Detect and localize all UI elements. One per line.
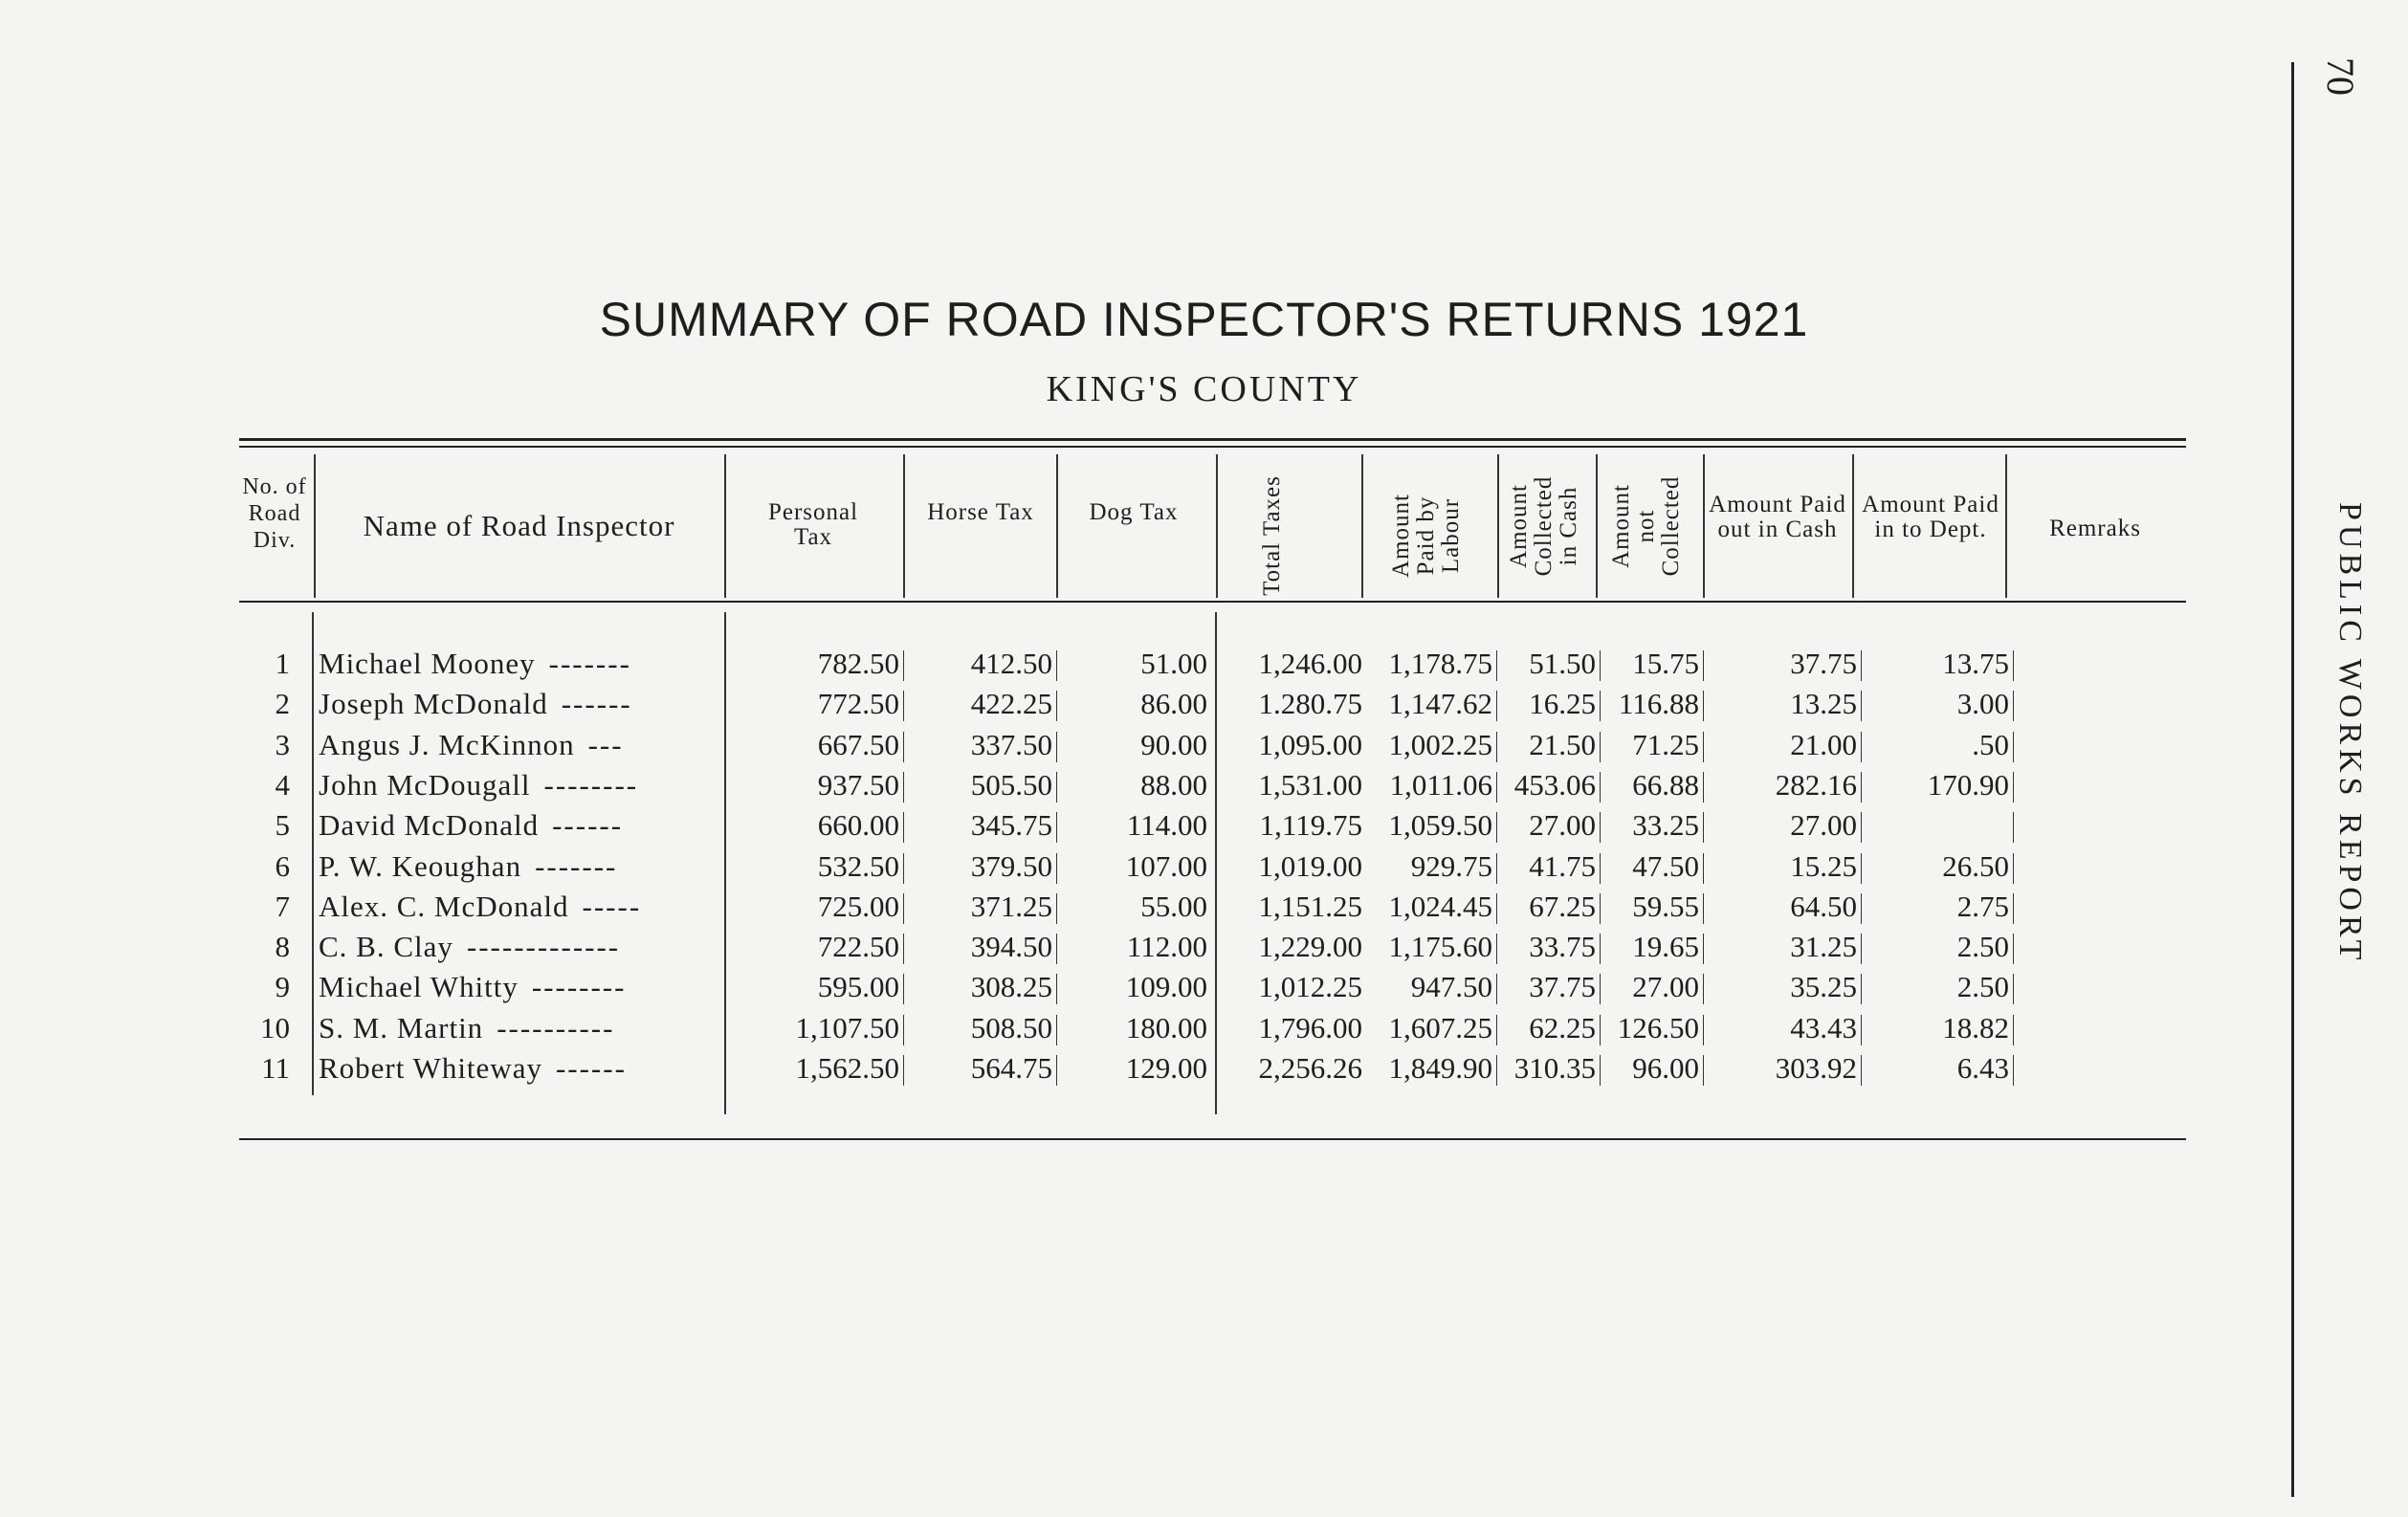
cell-paidout: 13.25 [1790, 687, 1857, 721]
cell-total: 1,229.00 [1258, 930, 1362, 964]
cell-personal: 1,107.50 [795, 1010, 899, 1044]
row-divider [1861, 691, 1862, 721]
cell-name [319, 890, 641, 924]
cell-notcollected: 27.00 [1632, 970, 1699, 1004]
row-divider [1861, 934, 1862, 964]
cell-div: 4 [275, 767, 290, 802]
row-divider [1861, 893, 1862, 924]
col-header-personal: Personal Tax [767, 499, 859, 550]
cell-dog: 88.00 [1140, 767, 1207, 802]
row-divider [903, 934, 904, 964]
cell-name [319, 930, 620, 964]
cell-paidin: 3.00 [1956, 687, 2009, 721]
page-subtitle: KING'S COUNTY [1046, 369, 1362, 409]
table-bottom-rule [239, 1138, 2186, 1140]
cell-dog: 55.00 [1140, 889, 1207, 923]
cell-paidin: 18.82 [1942, 1010, 2009, 1044]
cell-paidin: 2.75 [1956, 889, 2009, 923]
cell-div: 8 [275, 930, 290, 964]
row-divider [1056, 853, 1057, 884]
cell-total: 1,151.25 [1258, 889, 1362, 923]
cell-collected: 62.25 [1529, 1010, 1596, 1044]
row-divider [903, 853, 904, 884]
cell-div: 9 [275, 970, 290, 1004]
cell-dog: 109.00 [1125, 970, 1207, 1004]
cell-div: 11 [261, 1051, 290, 1085]
row-divider [1496, 650, 1497, 681]
cell-notcollected: 33.25 [1632, 808, 1699, 843]
row-divider [1703, 974, 1704, 1004]
cell-labour: 1,175.60 [1388, 930, 1492, 964]
row-divider [1496, 691, 1497, 721]
row-divider [2013, 650, 2014, 681]
row-divider [1600, 772, 1601, 802]
leader-dots: ------ [555, 1051, 627, 1085]
inspector-name: S. M. Martin [319, 1010, 484, 1044]
cell-name [319, 970, 626, 1004]
row-divider [1861, 1055, 1862, 1086]
row-divider [1496, 893, 1497, 924]
cell-paidin: 13.75 [1942, 647, 2009, 680]
row-divider [1861, 1015, 1862, 1045]
cell-name [319, 687, 632, 721]
cell-collected: 27.00 [1529, 808, 1596, 843]
cell-paidin: 26.50 [1942, 848, 2009, 883]
cell-div: 5 [275, 808, 290, 843]
cell-name [319, 768, 638, 802]
table-row [0, 849, 2408, 890]
col-header-total: Total Taxes [1259, 475, 1285, 596]
cell-labour: 1,024.45 [1388, 889, 1492, 923]
cell-dog: 112.00 [1126, 930, 1207, 964]
row-divider [1600, 853, 1601, 884]
cell-notcollected: 71.25 [1632, 727, 1699, 761]
row-divider [1496, 974, 1497, 1004]
cell-labour: 1,178.75 [1388, 647, 1492, 680]
row-divider [1600, 812, 1601, 843]
row-divider [2013, 853, 2014, 884]
header-bottom-rule [239, 601, 2186, 603]
cell-paidout: 31.25 [1790, 930, 1857, 964]
inspector-name: C. B. Clay [319, 930, 453, 964]
cell-div: 10 [260, 1010, 290, 1044]
page-title: SUMMARY OF ROAD INSPECTOR'S RETURNS 1921 [599, 293, 1809, 346]
row-divider [1600, 974, 1601, 1004]
row-divider [1703, 772, 1704, 802]
cell-name [319, 1011, 614, 1045]
cell-div: 2 [275, 687, 290, 721]
leader-dots: ----- [582, 889, 642, 923]
cell-labour: 929.75 [1410, 848, 1492, 883]
cell-dog: 107.00 [1125, 848, 1207, 883]
table-row [0, 930, 2408, 970]
leader-dots: ---------- [497, 1010, 615, 1044]
header-divider [724, 454, 726, 598]
cell-notcollected: 116.88 [1618, 687, 1699, 721]
cell-collected: 51.50 [1529, 647, 1596, 680]
cell-total: 1,796.00 [1258, 1010, 1362, 1044]
row-divider [1600, 650, 1601, 681]
cell-horse: 412.50 [970, 647, 1052, 680]
col-header-collected: Amount Collected in Cash [1506, 475, 1581, 577]
col-header-div: No. of Road Div. [242, 474, 307, 553]
cell-name [319, 647, 631, 681]
row-divider [903, 772, 904, 802]
row-divider [1600, 732, 1601, 762]
cell-collected: 21.50 [1529, 727, 1596, 761]
row-divider [1861, 974, 1862, 1004]
cell-personal: 937.50 [817, 767, 899, 802]
row-divider [2013, 691, 2014, 721]
cell-paidout: 282.16 [1775, 767, 1857, 802]
cell-paidout: 303.92 [1775, 1051, 1857, 1085]
row-divider [1703, 691, 1704, 721]
cell-horse: 371.25 [970, 889, 1052, 923]
cell-name [319, 1051, 627, 1086]
cell-collected: 67.25 [1529, 889, 1596, 923]
row-divider [903, 650, 904, 681]
leader-dots: ------- [535, 848, 618, 883]
cell-notcollected: 15.75 [1632, 647, 1699, 680]
cell-collected: 453.06 [1513, 767, 1596, 802]
cell-personal: 722.50 [817, 930, 899, 964]
row-divider [1056, 1015, 1057, 1045]
row-divider [1703, 853, 1704, 884]
inspector-name: Michael Whitty [319, 970, 519, 1004]
cell-personal: 660.00 [817, 808, 899, 843]
cell-horse: 422.25 [970, 687, 1052, 721]
cell-labour: 1,059.50 [1388, 808, 1492, 843]
inspector-name: Joseph McDonald [319, 687, 548, 721]
cell-labour: 1,147.62 [1388, 687, 1492, 721]
row-divider [1056, 974, 1057, 1004]
cell-paidout: 37.75 [1790, 647, 1857, 680]
table-row [0, 687, 2408, 727]
cell-horse: 564.75 [970, 1051, 1052, 1085]
row-divider [1600, 934, 1601, 964]
header-divider [2005, 454, 2007, 598]
col-header-dog: Dog Tax [1089, 499, 1179, 525]
cell-div: 6 [275, 848, 290, 883]
leader-dots: ------------- [466, 930, 621, 964]
cell-labour: 1,002.25 [1388, 727, 1492, 761]
inspector-name: Robert Whiteway [319, 1051, 542, 1085]
row-divider [903, 691, 904, 721]
row-divider [2013, 974, 2014, 1004]
table-row [0, 647, 2408, 687]
cell-dog: 90.00 [1140, 727, 1207, 761]
row-divider [1496, 732, 1497, 762]
cell-dog: 86.00 [1140, 687, 1207, 721]
cell-notcollected: 47.50 [1632, 848, 1699, 883]
inspector-name: Angus J. McKinnon [319, 727, 575, 761]
cell-div: 1 [275, 647, 290, 680]
header-divider [903, 454, 905, 598]
cell-total: 1,531.00 [1258, 767, 1362, 802]
cell-name [319, 728, 624, 762]
cell-horse: 337.50 [970, 727, 1052, 761]
row-divider [1056, 934, 1057, 964]
row-divider [1056, 1055, 1057, 1086]
cell-total: 1,119.75 [1259, 808, 1362, 843]
row-divider [1496, 934, 1497, 964]
row-divider [1496, 853, 1497, 884]
cell-dog: 180.00 [1125, 1010, 1207, 1044]
table-row [0, 970, 2408, 1010]
cell-labour: 1,607.25 [1388, 1010, 1492, 1044]
cell-collected: 33.75 [1529, 930, 1596, 964]
row-divider [1861, 732, 1862, 762]
cell-div: 7 [275, 889, 290, 923]
inspector-name: P. W. Keoughan [319, 848, 522, 883]
row-divider [1600, 691, 1601, 721]
header-divider [1596, 454, 1598, 598]
col-header-labour: Amount Paid by Labour [1388, 494, 1464, 578]
row-divider [903, 893, 904, 924]
row-divider [903, 732, 904, 762]
cell-total: 1,019.00 [1258, 848, 1362, 883]
cell-paidin: 2.50 [1956, 930, 2009, 964]
row-divider [903, 812, 904, 843]
cell-collected: 41.75 [1529, 848, 1596, 883]
col-header-name: Name of Road Inspector [363, 509, 675, 542]
row-divider [1703, 732, 1704, 762]
cell-collected: 16.25 [1529, 687, 1596, 721]
cell-horse: 345.75 [970, 808, 1052, 843]
cell-paidin: .50 [1972, 727, 2009, 761]
inspector-name: David McDonald [319, 808, 540, 843]
cell-horse: 505.50 [970, 767, 1052, 802]
row-divider [1056, 732, 1057, 762]
header-divider [1852, 454, 1854, 598]
cell-dog: 114.00 [1126, 808, 1207, 843]
row-divider [1861, 812, 1862, 843]
cell-personal: 595.00 [817, 970, 899, 1004]
cell-notcollected: 66.88 [1632, 767, 1699, 802]
row-divider [1496, 772, 1497, 802]
header-divider [1216, 454, 1218, 598]
cell-total: 1,246.00 [1258, 647, 1362, 680]
cell-notcollected: 59.55 [1632, 889, 1699, 923]
cell-paidout: 21.00 [1790, 727, 1857, 761]
row-divider [1496, 1015, 1497, 1045]
row-divider [1056, 812, 1057, 843]
cell-horse: 308.25 [970, 970, 1052, 1004]
col-header-paidin: Amount Paid in to Dept. [1862, 492, 1999, 542]
row-divider [1056, 691, 1057, 721]
row-divider [1861, 650, 1862, 681]
leader-dots: ------ [561, 687, 632, 721]
row-divider [1703, 1055, 1704, 1086]
row-divider [1861, 772, 1862, 802]
cell-horse: 508.50 [970, 1010, 1052, 1044]
header-divider [1361, 454, 1363, 598]
cell-dog: 129.00 [1125, 1051, 1207, 1085]
cell-div: 3 [275, 727, 290, 761]
row-divider [2013, 772, 2014, 802]
cell-total: 1,095.00 [1258, 727, 1362, 761]
row-divider [1056, 893, 1057, 924]
cell-horse: 379.50 [970, 848, 1052, 883]
cell-collected: 310.35 [1513, 1051, 1596, 1085]
header-divider [1056, 454, 1058, 598]
leader-dots: -------- [543, 767, 639, 802]
cell-total: 1,012.25 [1258, 970, 1362, 1004]
row-divider [903, 1055, 904, 1086]
table-row [0, 808, 2408, 848]
cell-paidin: 2.50 [1956, 970, 2009, 1004]
leader-dots: ------- [548, 647, 631, 680]
table-row [0, 1051, 2408, 1091]
page-number: 70 [2319, 57, 2362, 96]
table-top-rule [239, 438, 2186, 441]
cell-total: 2,256.26 [1258, 1051, 1362, 1085]
cell-paidout: 27.00 [1790, 808, 1857, 843]
cell-paidin: 170.90 [1927, 767, 2009, 802]
cell-paidout: 35.25 [1790, 970, 1857, 1004]
inspector-name: John McDougall [319, 767, 531, 802]
row-divider [1496, 1055, 1497, 1086]
cell-paidout: 15.25 [1790, 848, 1857, 883]
row-divider [2013, 732, 2014, 762]
row-divider [903, 974, 904, 1004]
col-header-notcollected: Amount not Collected [1608, 475, 1684, 577]
col-header-remarks: Remraks [2049, 516, 2141, 541]
row-divider [1056, 650, 1057, 681]
cell-notcollected: 126.50 [1617, 1010, 1699, 1044]
row-divider [903, 1015, 904, 1045]
cell-notcollected: 96.00 [1632, 1051, 1699, 1085]
leader-dots: ------ [552, 808, 624, 843]
col-header-horse: Horse Tax [927, 499, 1034, 525]
row-divider [1703, 934, 1704, 964]
cell-labour: 947.50 [1410, 970, 1492, 1004]
table-row [0, 768, 2408, 808]
cell-name [319, 849, 617, 884]
row-divider [1496, 812, 1497, 843]
table-row [0, 890, 2408, 930]
inspector-name: Michael Mooney [319, 647, 536, 680]
inspector-name: Alex. C. McDonald [319, 889, 569, 923]
table-row [0, 1011, 2408, 1051]
row-divider [1703, 650, 1704, 681]
cell-labour: 1,011.06 [1389, 767, 1492, 802]
row-divider [1600, 1055, 1601, 1086]
cell-name [319, 808, 623, 843]
cell-labour: 1,849.90 [1388, 1051, 1492, 1085]
row-divider [1703, 812, 1704, 843]
row-divider [1861, 853, 1862, 884]
cell-personal: 1,562.50 [795, 1051, 899, 1085]
cell-dog: 51.00 [1140, 647, 1207, 680]
row-divider [1703, 1015, 1704, 1045]
row-divider [2013, 934, 2014, 964]
row-divider [2013, 1015, 2014, 1045]
cell-notcollected: 19.65 [1632, 930, 1699, 964]
table-top-rule-2 [239, 446, 2186, 448]
row-divider [1600, 893, 1601, 924]
cell-personal: 725.00 [817, 889, 899, 923]
running-head: PUBLIC WORKS REPORT [2332, 502, 2368, 965]
cell-personal: 667.50 [817, 727, 899, 761]
row-divider [1600, 1015, 1601, 1045]
leader-dots: --- [587, 727, 624, 761]
table-row [0, 728, 2408, 768]
header-divider [1497, 454, 1499, 598]
cell-personal: 532.50 [817, 848, 899, 883]
row-divider [1703, 893, 1704, 924]
cell-paidout: 64.50 [1790, 889, 1857, 923]
cell-horse: 394.50 [970, 930, 1052, 964]
cell-personal: 772.50 [817, 687, 899, 721]
row-divider [2013, 1055, 2014, 1086]
cell-paidin: 6.43 [1956, 1051, 2009, 1085]
cell-collected: 37.75 [1529, 970, 1596, 1004]
row-divider [2013, 893, 2014, 924]
leader-dots: -------- [531, 970, 627, 1004]
cell-total: 1.280.75 [1258, 687, 1362, 721]
col-header-paidout: Amount Paid out in Cash [1709, 492, 1846, 542]
row-divider [2013, 812, 2014, 843]
cell-paidout: 43.43 [1790, 1010, 1857, 1044]
row-divider [1056, 772, 1057, 802]
cell-personal: 782.50 [817, 647, 899, 680]
